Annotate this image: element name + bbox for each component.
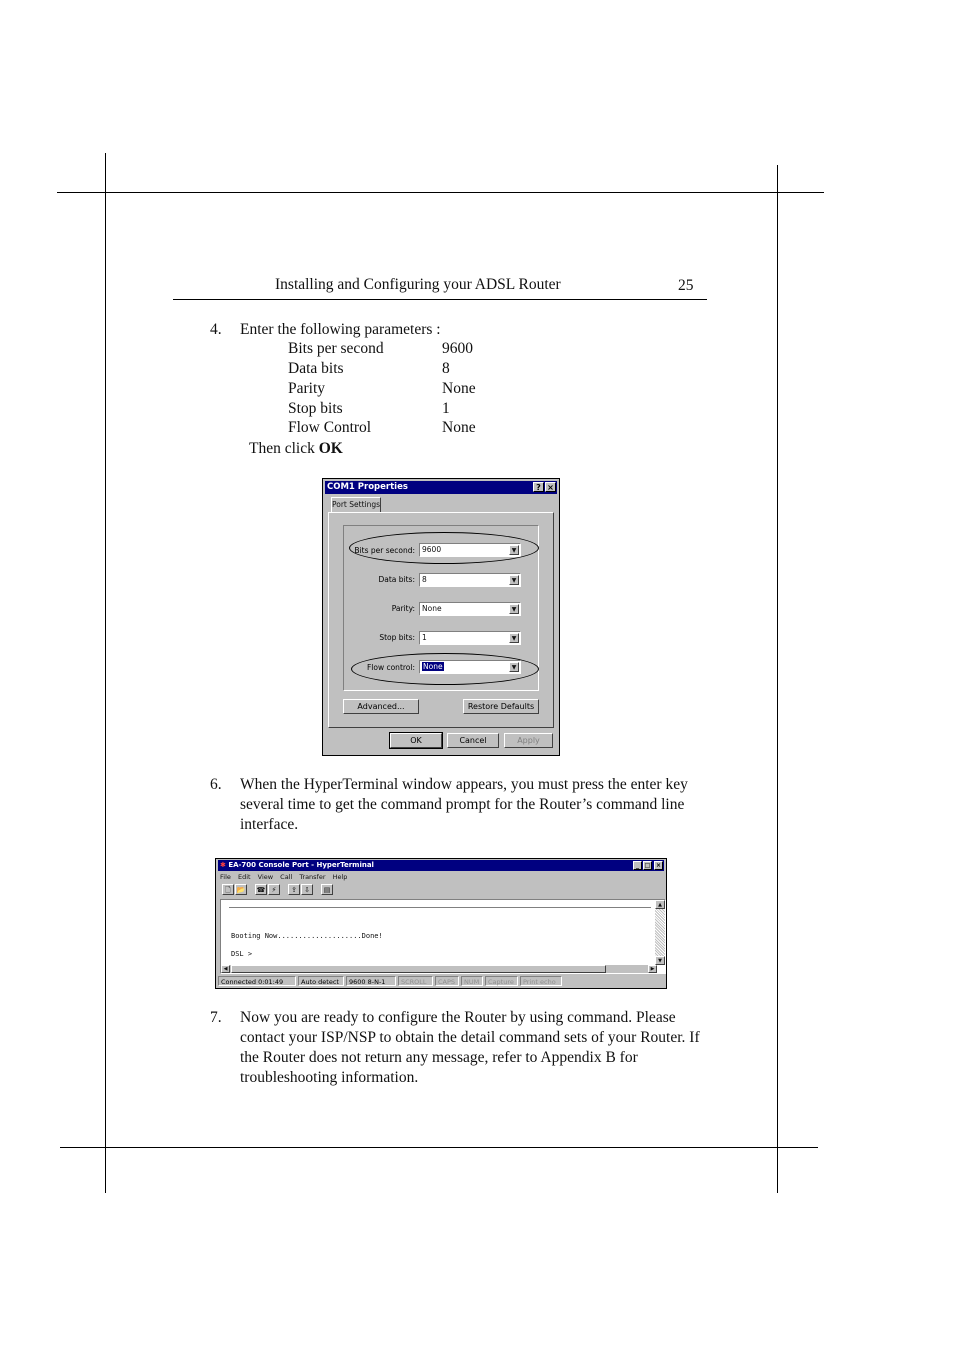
parameter-value: 8 — [442, 360, 450, 377]
ok-emphasis: OK — [318, 440, 343, 457]
com1-properties-dialog — [322, 478, 560, 756]
flow-control-select[interactable]: None ▼ — [419, 660, 521, 674]
chevron-down-icon[interactable]: ▼ — [509, 545, 519, 555]
terminal-prompt: DSL > — [231, 950, 253, 958]
open-icon[interactable]: 📂 — [236, 886, 246, 894]
flow-control-label: Flow control: — [366, 663, 415, 672]
window-titlebar — [218, 860, 664, 871]
receive-icon[interactable]: ⇩ — [301, 884, 313, 895]
scroll-down-icon[interactable]: ▼ — [655, 956, 665, 965]
terminal-area[interactable] — [220, 899, 666, 974]
parity-label: Parity: — [391, 604, 415, 613]
terminal-line: Booting Now....................Done! — [231, 932, 383, 940]
page-number: 25 — [678, 277, 694, 294]
phone-icon[interactable]: ☎ — [256, 886, 266, 894]
vertical-scrollbar[interactable] — [655, 900, 665, 965]
parameter-name: Bits per second — [288, 340, 384, 357]
help-icon[interactable]: ? — [533, 482, 544, 492]
step-text: Enter the following parameters : — [240, 321, 441, 338]
status-bar — [218, 976, 664, 987]
new-icon[interactable]: 🗋 — [222, 884, 234, 895]
crop-mark — [105, 153, 106, 1193]
status-connected: Connected 0:01:49 — [218, 976, 296, 986]
chevron-down-icon[interactable]: ▼ — [509, 662, 519, 672]
tab-port-settings[interactable]: Port Settings — [331, 497, 381, 513]
menu-file[interactable]: File — [220, 873, 231, 881]
window-title: EA-700 Console Port - HyperTerminal — [228, 861, 374, 869]
scroll-right-icon[interactable]: ▶ — [648, 965, 657, 973]
step-number: 7. — [210, 1009, 222, 1026]
then-click-text — [249, 439, 343, 459]
step-number: 4. — [210, 321, 222, 338]
menu-call[interactable]: Call — [280, 873, 293, 881]
step-text: Now you are ready to configure the Router by using command. Please contact your ISP/NSP to obtain the detail command sets of your Router. If the Router does not return any message, refer to Appendix B for troubleshooting information. — [240, 1009, 700, 1086]
scroll-thumb[interactable] — [231, 965, 606, 973]
cancel-button[interactable]: Cancel — [447, 733, 499, 748]
status-num: NUM — [461, 976, 483, 986]
crop-mark — [777, 165, 778, 1193]
crop-mark — [60, 1147, 818, 1148]
step-text: When the HyperTerminal window appears, you must press the enter key several time to get the command prompt for the Router’s command line interface. — [240, 776, 688, 833]
dialog-title: COM1 Properties — [327, 482, 408, 492]
crop-mark — [57, 192, 824, 193]
then-click-prefix: Then click — [249, 440, 319, 457]
parameter-name: Parity — [288, 380, 326, 397]
parameter-value: 1 — [442, 400, 450, 417]
stop-bits-select[interactable]: 1 ▼ — [419, 631, 521, 645]
status-caps: CAPS — [435, 976, 459, 986]
close-icon[interactable]: × — [545, 482, 556, 492]
hyperterminal-window — [215, 858, 667, 989]
step-number: 6. — [210, 776, 222, 793]
apply-button[interactable]: Apply — [504, 733, 553, 748]
parity-select[interactable]: None ▼ — [419, 602, 521, 616]
status-scroll: SCROLL — [398, 976, 433, 986]
menu-view[interactable]: View — [257, 873, 274, 881]
maximize-icon[interactable]: □ — [644, 862, 651, 869]
chevron-down-icon[interactable]: ▼ — [509, 604, 519, 614]
bits-per-second-label: Bits per second: — [354, 546, 415, 555]
parameter-name: Flow Control — [288, 419, 372, 436]
close-icon[interactable]: × — [655, 862, 662, 869]
status-port-settings: 9600 8-N-1 — [346, 976, 396, 986]
menu-edit[interactable]: Edit — [237, 873, 251, 881]
menu-transfer[interactable]: Transfer — [299, 873, 326, 881]
parameter-name: Data bits — [288, 360, 344, 377]
properties-icon[interactable]: ▤ — [321, 884, 333, 895]
status-print-echo: Print echo — [520, 976, 562, 986]
highlight-ellipse — [351, 653, 539, 685]
advanced-button[interactable]: Advanced... — [343, 699, 419, 714]
ok-button[interactable]: OK — [390, 733, 442, 748]
horizontal-scrollbar[interactable] — [221, 965, 657, 973]
parameter-value: 9600 — [442, 340, 473, 357]
stop-bits-label: Stop bits: — [379, 633, 415, 642]
parameter-value: None — [442, 380, 476, 397]
running-title: Installing and Configuring your ADSL Router — [275, 276, 561, 293]
bits-per-second-select[interactable]: 9600 ▼ — [419, 543, 521, 557]
data-bits-select[interactable]: 8 ▼ — [419, 573, 521, 587]
highlight-ellipse — [349, 532, 539, 564]
parameter-name: Stop bits — [288, 400, 343, 417]
parameter-value: None — [442, 419, 476, 436]
minimize-icon[interactable]: _ — [633, 861, 642, 870]
data-bits-label: Data bits: — [378, 575, 415, 584]
send-icon[interactable]: ⇪ — [288, 884, 300, 895]
dialog-titlebar — [325, 481, 557, 494]
menu-bar — [220, 872, 347, 882]
app-icon: ✱ — [220, 861, 226, 869]
status-capture: Capture — [485, 976, 518, 986]
toolbar — [222, 884, 342, 896]
menu-help[interactable]: Help — [332, 873, 348, 881]
status-auto-detect: Auto detect — [298, 976, 344, 986]
scroll-up-icon[interactable]: ▲ — [655, 900, 665, 909]
restore-defaults-button[interactable]: Restore Defaults — [463, 699, 539, 714]
chevron-down-icon[interactable]: ▼ — [509, 633, 519, 643]
header-rule — [173, 299, 707, 300]
terminal-output — [229, 907, 651, 968]
disconnect-icon[interactable]: ⚡ — [268, 884, 280, 895]
chevron-down-icon[interactable]: ▼ — [509, 575, 519, 585]
scroll-left-icon[interactable]: ◀ — [221, 965, 230, 973]
